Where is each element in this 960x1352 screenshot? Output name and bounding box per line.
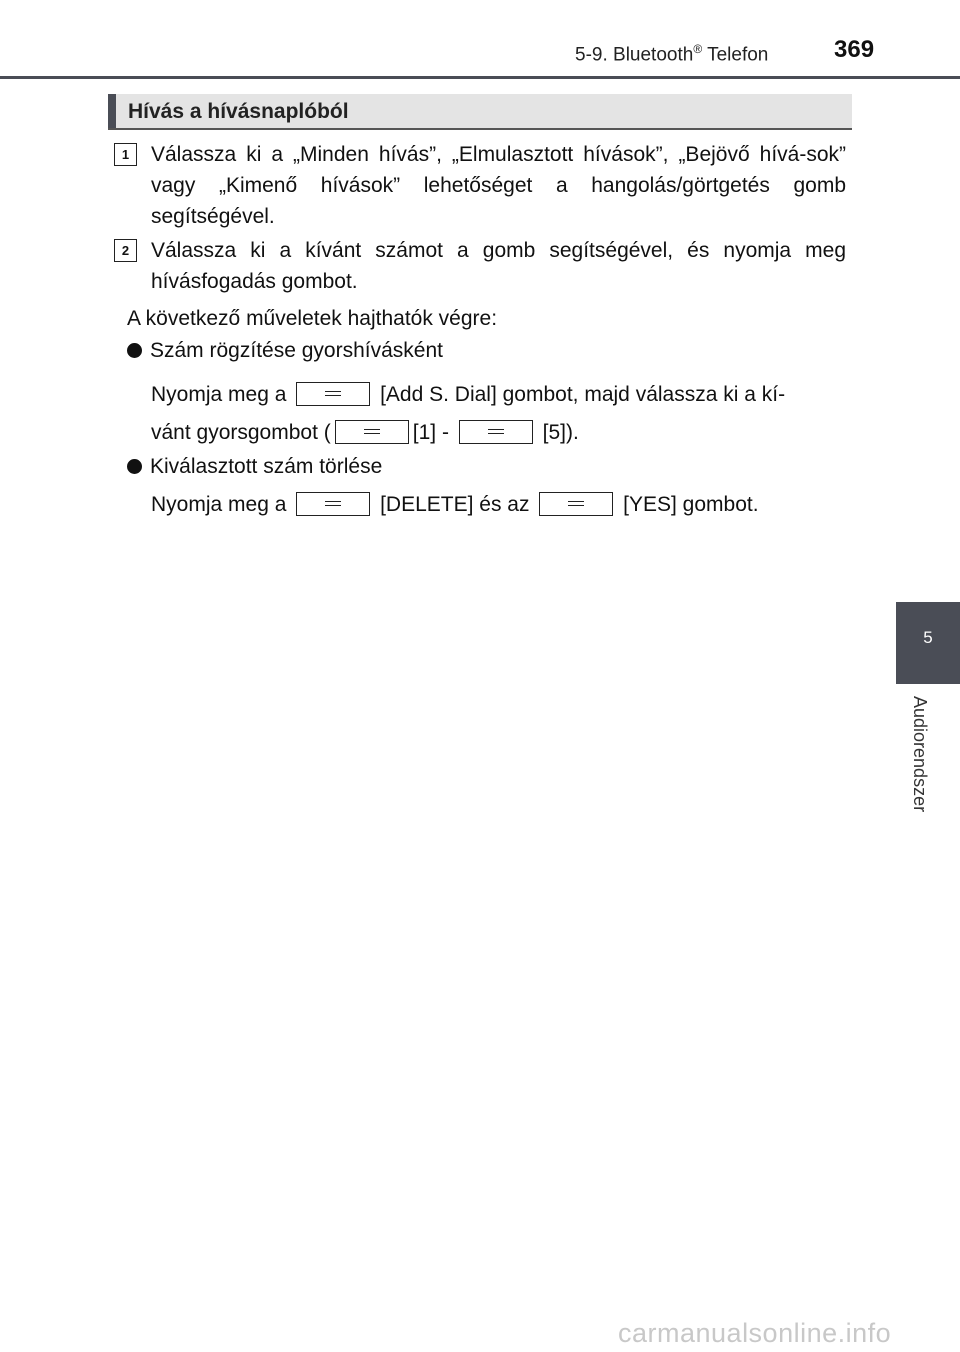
step-text-2: Válassza ki a kívánt számot a gomb segítségével, és nyomja meg hívásfogadás gombot. — [151, 239, 846, 293]
screen-button-icon — [296, 382, 370, 406]
bullet-title-1: Szám rögzítése gyorshívásként — [150, 339, 443, 362]
bullet-1-line-1 — [151, 379, 785, 410]
section-heading — [108, 94, 852, 130]
bullet-save-speed-dial — [127, 335, 443, 366]
header-divider — [0, 76, 960, 79]
header-section-title: 5-9. Bluetooth — [575, 44, 694, 66]
chapter-label: Audiorendszer — [910, 696, 930, 813]
bullet-1-line-2-middle: [1] - — [412, 421, 449, 444]
watermark: carmanualsonline.info — [618, 1318, 892, 1348]
registered-mark: ® — [693, 42, 703, 56]
bullet-2-line-1-before: Nyomja meg a — [151, 493, 287, 516]
step-number-2: 2 — [114, 239, 137, 262]
section-heading-accent-bar — [108, 94, 116, 128]
chapter-tab — [896, 602, 960, 684]
bullet-dot-icon — [127, 343, 142, 358]
screen-button-icon — [296, 492, 370, 516]
page-number: 369 — [834, 36, 875, 63]
screen-button-icon — [335, 420, 409, 444]
bullet-2-line-1-middle: [DELETE] és az — [380, 493, 530, 516]
operations-intro: A következő műveletek hajthatók végre: — [127, 307, 498, 330]
bullet-1-line-1-after: [Add S. Dial] gombot, majd válassza ki a kí- — [380, 383, 786, 406]
running-header — [575, 42, 768, 66]
chapter-number: 5 — [923, 628, 933, 647]
step-text-1: Válassza ki a „Minden hívás”, „Elmulasztott hívások”, „Bejövő hívá-sok” vagy „Kimenő hívások” lehetőséget a hangolás/görtgetés gomb segítségével. — [151, 143, 846, 228]
step-number-1: 1 — [114, 143, 137, 166]
screen-button-icon — [459, 420, 533, 444]
bullet-title-2: Kiválasztott szám törlése — [150, 455, 383, 478]
bullet-dot-icon — [127, 459, 142, 474]
bullet-1-line-1-before: Nyomja meg a — [151, 383, 287, 406]
bullet-1-line-2-before: vánt gyorsgombot ( — [151, 421, 331, 444]
bullet-2-line-1-after: [YES] gombot. — [623, 493, 759, 516]
bullet-1-line-2 — [151, 417, 579, 448]
bullet-1-line-2-after: [5]). — [542, 421, 579, 444]
bullet-2-line-1 — [151, 489, 759, 520]
screen-button-icon — [539, 492, 613, 516]
bullet-delete-number — [127, 451, 382, 482]
header-section-suffix: Telefon — [702, 44, 769, 66]
section-title: Hívás a hívásnaplóból — [128, 100, 349, 123]
